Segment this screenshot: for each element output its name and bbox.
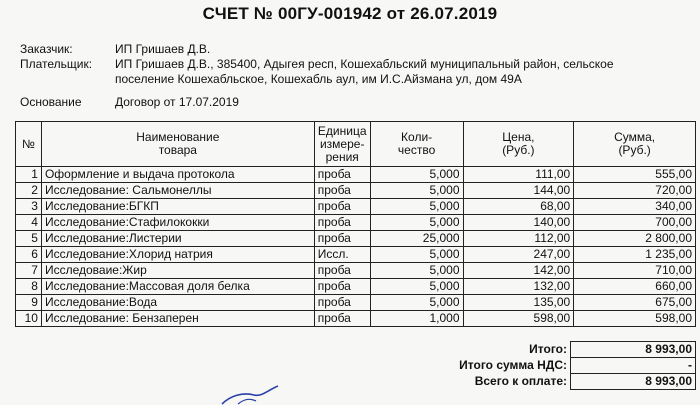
customer-value: ИП Гришаев Д.В. <box>115 42 211 56</box>
payer-line-2: поселение Кошехабльское, Кошехабль аул, им И.С.Айзмана ул, дом 49А <box>115 72 522 86</box>
payer-row <box>20 57 690 87</box>
table-row: 3 Исследование:БГКП проба 5,000 68,00 340,00 <box>16 199 696 215</box>
customer-label: Заказчик: <box>20 42 73 56</box>
table-header-row <box>16 122 696 167</box>
table-row: 9 Исследование:Вода проба 5,000 135,00 675,00 <box>16 295 696 311</box>
col-header-num: № <box>16 122 42 167</box>
col-header-price: Цена, (Руб.) <box>463 122 574 167</box>
payer-line-1: ИП Гришаев Д.В., 385400, Адыгея респ, Кошехабльский муниципальный район, сельское <box>115 57 614 71</box>
table-row: 7 Исследоваие:Жир проба 5,000 142,00 710,00 <box>16 263 696 279</box>
vat-label: Итого сумма НДС: <box>459 358 567 372</box>
invoice-meta <box>20 42 690 110</box>
payable-label: Всего к оплате: <box>474 374 567 388</box>
payable-row <box>15 374 696 390</box>
table-row: 8 Исследование:Массовая доля белка проба 5,000 132,00 660,00 <box>16 279 696 295</box>
payable-value: 8 993,00 <box>571 374 696 390</box>
table-row: 6 Исследование:Хлорид натрия Иссл. 5,000 247,00 1 235,00 <box>16 247 696 263</box>
vat-row <box>15 358 696 374</box>
col-header-sum: Сумма, (Руб.) <box>574 122 696 167</box>
total-label: Итого: <box>529 342 567 356</box>
basis-row <box>20 95 690 110</box>
basis-label: Основание <box>20 95 82 109</box>
customer-row <box>20 42 690 57</box>
col-header-unit: Единица измере- рения <box>314 122 370 167</box>
total-value: 8 993,00 <box>571 342 696 358</box>
table-row: 4 Исследование:Стафилококки проба 5,000 140,00 700,00 <box>16 215 696 231</box>
goods-table <box>15 121 696 327</box>
col-header-qty: Коли- чество <box>370 122 463 167</box>
table-row: 2 Исследование: Сальмонеллы проба 5,000 144,00 720,00 <box>16 183 696 199</box>
basis-value: Договор от 17.07.2019 <box>115 95 239 109</box>
col-header-name: Наименование товара <box>41 122 314 167</box>
vat-value: - <box>571 358 696 374</box>
table-row: 10 Исследование: Бензаперен проба 1,000 598,00 598,00 <box>16 311 696 327</box>
invoice-title: СЧЕТ № 00ГУ-001942 от 26.07.2019 <box>202 4 498 23</box>
table-row: 1 Оформление и выдача протокола проба 5,000 111,00 555,00 <box>16 167 696 183</box>
total-row <box>15 342 696 358</box>
payer-value <box>115 57 690 87</box>
table-row: 5 Исследование:Листерии проба 25,000 112,00 2 800,00 <box>16 231 696 247</box>
signature-mark <box>220 384 280 405</box>
payer-label: Плательщик: <box>20 57 93 71</box>
totals-block <box>15 341 696 390</box>
